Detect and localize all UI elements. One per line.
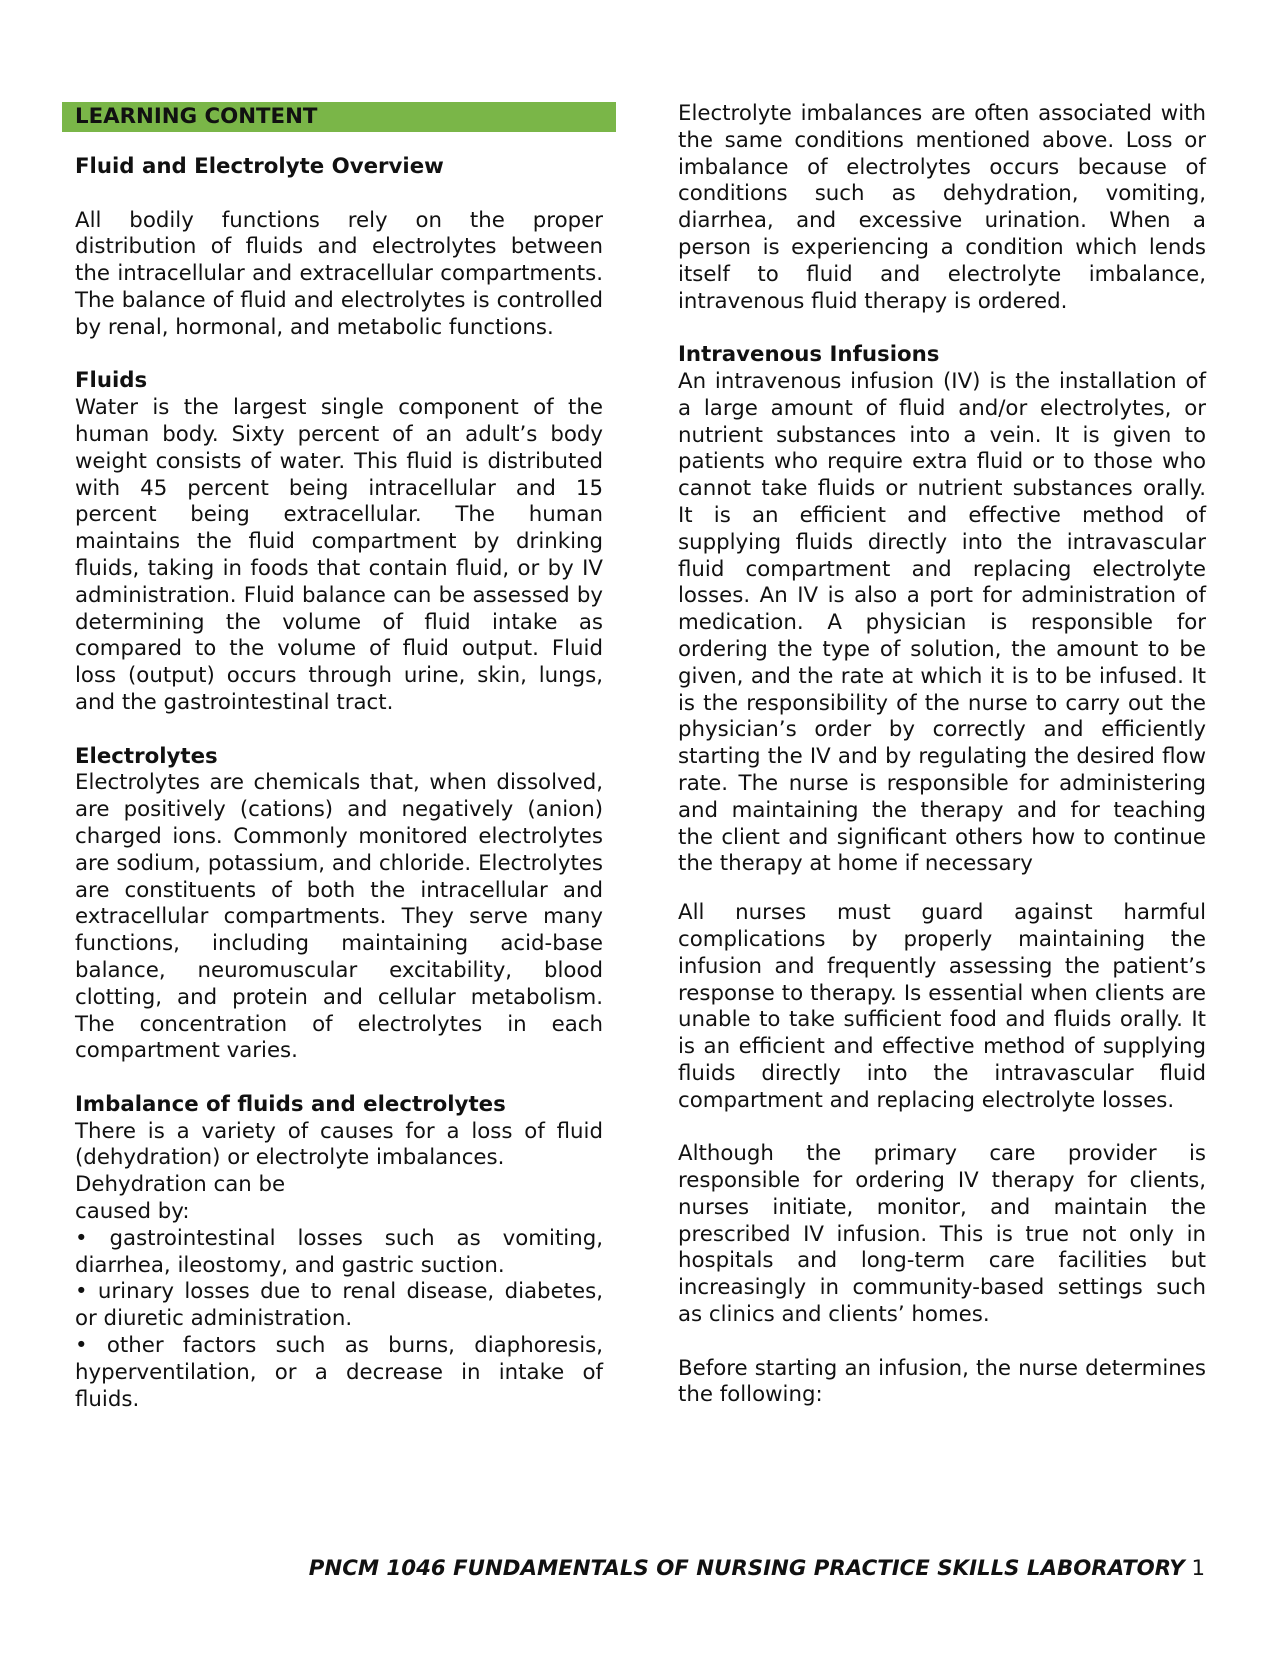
imbalance-line: caused by: (75, 1199, 190, 1225)
imbalance-line: Dehydration can be (75, 1172, 286, 1198)
bullet-item: • other factors such as burns, diaphoresis, hyperventilation, or a decrease in intake of fluids. (75, 1333, 603, 1412)
overview-paragraph: All bodily functions rely on the proper distribution of fluids and electrolytes between the intracellular and extracellular compartments. The balance of fluid and electrolytes is controlled by renal, hormonal, and metabolic functions. (75, 207, 603, 340)
bullet-item: • urinary losses due to renal disease, diabetes, or diuretic administration. (75, 1279, 603, 1332)
banner-label: LEARNING CONTENT (75, 104, 318, 129)
imbalance-paragraph: There is a variety of causes for a loss of fluid (dehydration) or electrolyte imbalances. (75, 1118, 603, 1171)
page-number: 1 (1191, 1556, 1205, 1581)
electrolyte-imbalance-paragraph: Electrolyte imbalances are often associated with the same conditions mentioned above. Loss or imbalance of electrolytes occurs because of conditions such as dehydration, vomiting, diarrhea, and excessive urination. When a person is experiencing a condition which lends itself to fluid and electrolyte imbalance, intravenous fluid therapy is ordered. (678, 101, 1206, 314)
bullet-item: • gastrointestinal losses such as vomiting, diarrhea, ileostomy, and gastric suction. (75, 1225, 603, 1278)
page-footer (309, 1556, 1205, 1582)
right-column (678, 101, 1206, 1409)
fluids-paragraph: Water is the largest single component of the human body. Sixty percent of an adult’s body weight consists of water. This fluid is distributed with 45 percent being intracellular and 15 percent being extracellular. The human maintains the fluid compartment by drinking fluids, taking in foods that contain fluid, or by IV administration. Fluid balance can be assessed by determining the volume of fluid intake as compared to the volume of fluid output. Fluid loss (output) occurs through urine, skin, lungs, and the gastrointestinal tract. (75, 395, 603, 715)
provider-paragraph: Although the primary care provider is responsible for ordering IV therapy for clients, nurses initiate, monitor, and maintain the prescribed IV infusion. This is true not only in hospitals and long-term care facilities but increasingly in community-based settings such as clinics and clients’ homes. (678, 1141, 1206, 1328)
nurses-paragraph: All nurses must guard against harmful complications by properly maintaining the infusion and frequently assessing the patient’s response to therapy. Is essential when clients are unable to take sufficient food and fluids orally. It is an efficient and effective method of supplying fluids directly into the intravascular fluid compartment and replacing electrolyte losses. (678, 900, 1206, 1113)
imbalance-heading: Imbalance of fluids and electrolytes (75, 1091, 506, 1117)
before-paragraph: Before starting an infusion, the nurse determines the following: (678, 1355, 1206, 1408)
electrolytes-paragraph: Electrolytes are chemicals that, when dissolved, are positively (cations) and negatively (anion) charged ions. Commonly monitored electrolytes are sodium, potassium, and chloride. Electrolytes are constituents of both the intracellular and extracellular compartments. They serve many functions, including maintaining acid-base balance, neuromuscular excitability, blood clotting, and protein and cellular metabolism. The concentration of electrolytes in each compartment varies. (75, 770, 603, 1064)
overview-heading: Fluid and Electrolyte Overview (75, 154, 444, 179)
left-column (75, 101, 603, 1413)
footer-course-title: PNCM 1046 FUNDAMENTALS OF NURSING PRACTICE SKILLS LABORATORY (308, 1556, 1185, 1581)
iv-paragraph: An intravenous infusion (IV) is the installation of a large amount of fluid and/or electrolytes, or nutrient substances into a vein. It is given to patients who require extra fluid or to those who cannot take fluids or nutrient substances orally. It is an efficient and effective method of supplying fluids directly into the intravascular fluid compartment and replacing electrolyte losses. An IV is also a port for administration of medication. A physician is responsible for ordering the type of solution, the amount to be given, and the rate at which it is to be infused. It is the responsibility of the nurse to carry out the physician’s order by correctly and efficiently starting the IV and by regulating the desired flow rate. The nurse is responsible for administering and maintaining the therapy and for teaching the client and significant others how to continue the therapy at home if necessary (678, 368, 1206, 877)
electrolytes-heading: Electrolytes (75, 743, 218, 769)
iv-heading: Intravenous Infusions (678, 342, 940, 368)
fluids-heading: Fluids (75, 368, 148, 394)
